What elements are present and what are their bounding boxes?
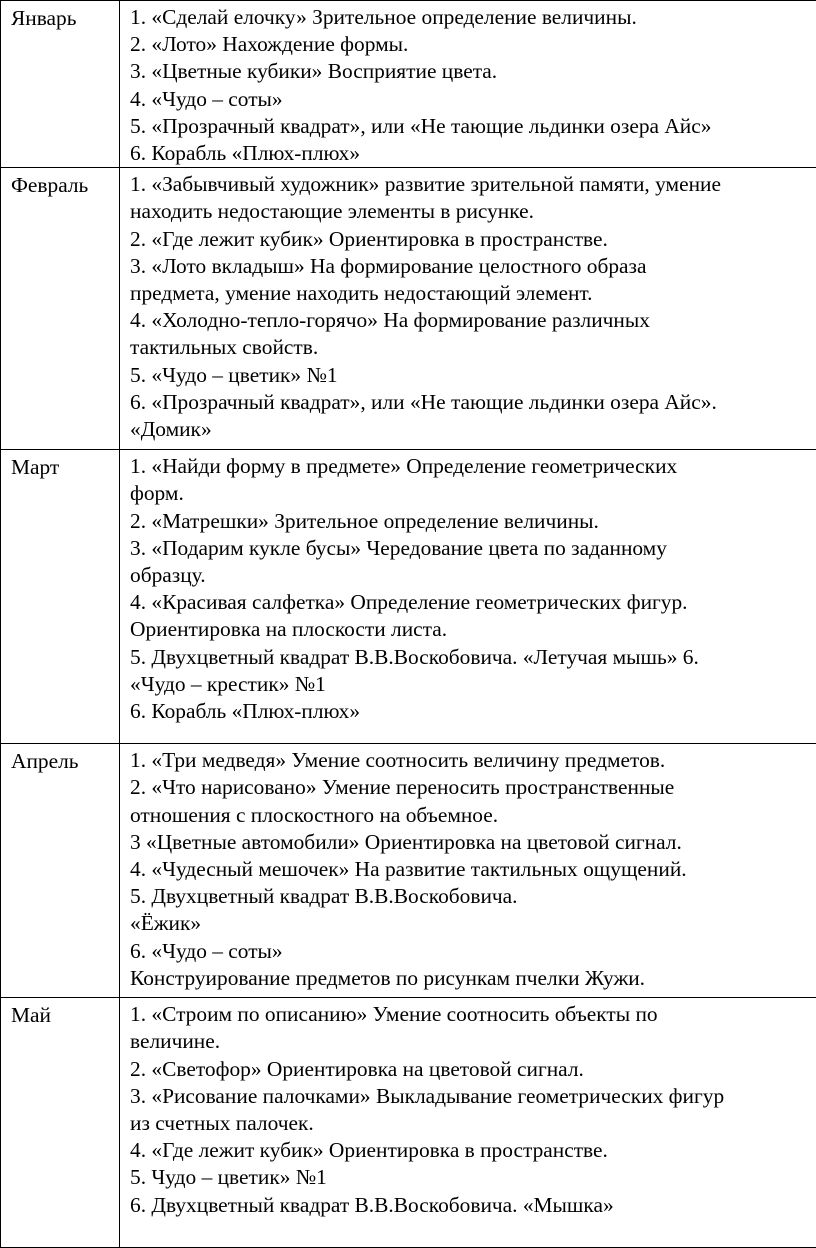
table-row [1,1,816,168]
activity-line: 4. «Красивая салфетка» Определение геометрических фигур. [130,589,816,616]
activity-line: 4. «Чудо – соты» [130,86,816,113]
activity-line: «Ёжик» [130,910,816,937]
activity-line: 1. «Забывчивый художник» развитие зрительной памяти, умение [130,171,816,198]
activity-line: 1. «Найди форму в предмете» Определение геометрических [130,453,816,480]
month-cell: Февраль [1,168,120,450]
activity-line: предмета, умение находить недостающий элемент. [130,280,816,307]
activity-line: величине. [130,1028,816,1055]
activity-line: Ориентировка на плоскости листа. [130,616,816,643]
activity-line: 2. «Матрешки» Зрительное определение величины. [130,508,816,535]
activity-line: 6. «Чудо – соты» [130,938,816,965]
table-row [1,168,816,450]
month-cell: Январь [1,1,120,168]
month-cell: Май [1,998,120,1248]
activity-line: форм. [130,480,816,507]
activity-line: 5. «Чудо – цветик» №1 [130,362,816,389]
activity-line: 1. «Строим по описанию» Умение соотносить объекты по [130,1001,816,1028]
activity-line: 3. «Лото вкладыш» На формирование целостного образа [130,253,816,280]
activities-cell [120,1,816,168]
activity-line: 6. Корабль «Плюх-плюх» [130,140,816,167]
activity-line: 5. Двухцветный квадрат В.В.Воскобовича. «Летучая мышь» 6. [130,644,816,671]
activities-cell [120,998,816,1248]
activity-line: 2. «Светофор» Ориентировка на цветовой сигнал. [130,1056,816,1083]
activities-cell [120,744,816,998]
activity-line: находить недостающие элементы в рисунке. [130,198,816,225]
activity-line: 1. «Сделай елочку» Зрительное определение величины. [130,4,816,31]
activity-line: 3. «Подарим кукле бусы» Чередование цвета по заданному [130,535,816,562]
table-row [1,744,816,998]
activity-line: 1. «Три медведя» Умение соотносить величину предметов. [130,747,816,774]
activities-cell [120,168,816,450]
activities-cell [120,450,816,744]
activity-line: 2. «Что нарисовано» Умение переносить пространственные [130,774,816,801]
activity-line: тактильных свойств. [130,334,816,361]
activity-line: 3. «Рисование палочками» Выкладывание геометрических фигур [130,1083,816,1110]
activity-line: 6. Корабль «Плюх-плюх» [130,698,816,725]
activity-line: 2. «Лото» Нахождение формы. [130,31,816,58]
activity-line: Конструирование предметов по рисункам пчелки Жужи. [130,965,816,992]
month-cell: Апрель [1,744,120,998]
activity-line: 2. «Где лежит кубик» Ориентировка в пространстве. [130,226,816,253]
table-row [1,450,816,744]
activity-line: 3 «Цветные автомобили» Ориентировка на цветовой сигнал. [130,829,816,856]
activity-line: образцу. [130,562,816,589]
activity-line: 6. Двухцветный квадрат В.В.Воскобовича. «Мышка» [130,1192,816,1219]
activity-line: 5. «Прозрачный квадрат», или «Не тающие льдинки озера Айс» [130,113,816,140]
activity-line: «Домик» [130,416,816,443]
activity-line: 4. «Холодно-тепло-горячо» На формирование различных [130,307,816,334]
activity-line: 5. Двухцветный квадрат В.В.Воскобовича. [130,883,816,910]
activity-line: «Чудо – крестик» №1 [130,671,816,698]
activity-line: 4. «Где лежит кубик» Ориентировка в пространстве. [130,1137,816,1164]
activity-line: 3. «Цветные кубики» Восприятие цвета. [130,58,816,85]
month-cell: Март [1,450,120,744]
activity-line: отношения с плоскостного на объемное. [130,802,816,829]
activity-line: 4. «Чудесный мешочек» На развитие тактильных ощущений. [130,856,816,883]
table-row [1,998,816,1248]
activity-line: 5. Чудо – цветик» №1 [130,1164,816,1191]
activity-line: 6. «Прозрачный квадрат», или «Не тающие льдинки озера Айс». [130,389,816,416]
activity-line: из счетных палочек. [130,1110,816,1137]
